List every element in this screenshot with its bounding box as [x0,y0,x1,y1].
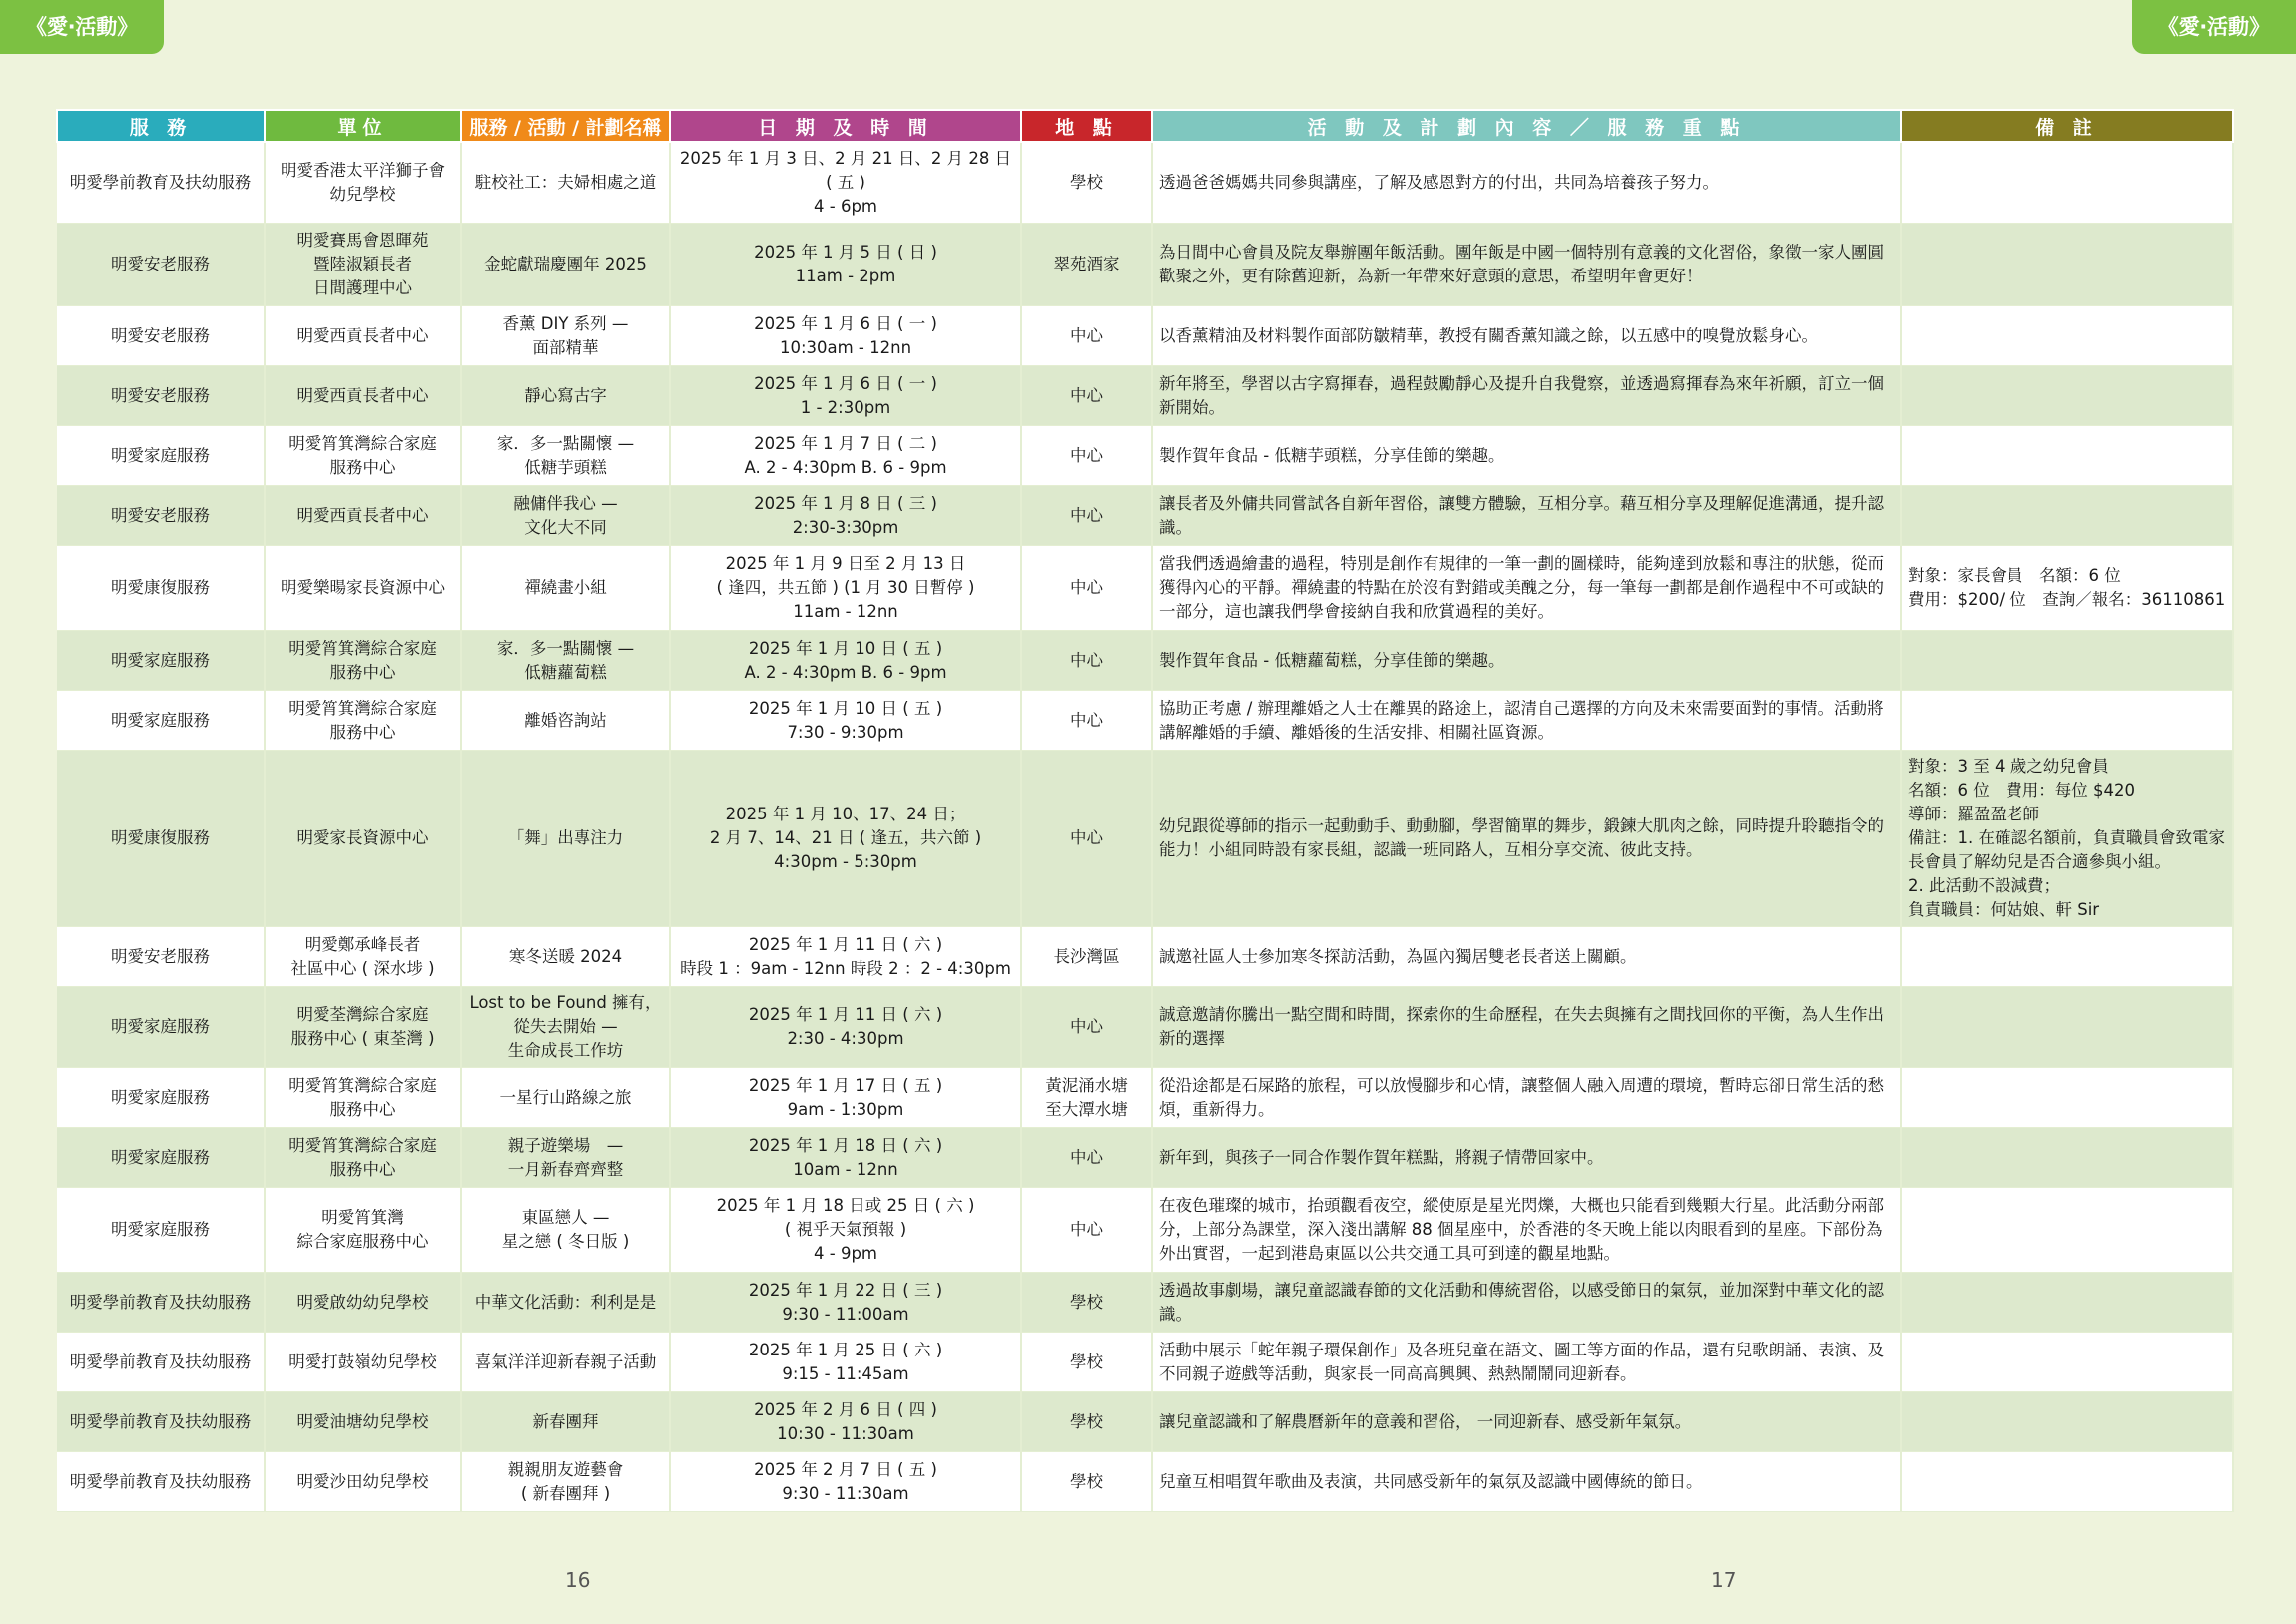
service-cell: 明愛安老服務 [57,224,265,306]
content-cell: 新年將至，學習以古字寫揮春，過程鼓勵靜心及提升自我覺察，並透過寫揮春為來年祈願，訂立一個新開始。 [1152,366,1901,426]
service-cell: 明愛學前教育及扶幼服務 [57,1392,265,1452]
datetime-cell: 2025 年 2 月 7 日 ( 五 ) 9:30 - 11:30am [670,1452,1021,1512]
unit-cell: 明愛西貢長者中心 [265,366,461,426]
content-cell: 讓兒童認識和了解農曆新年的意義和習俗， 一同迎新春、感受新年氣氛。 [1152,1392,1901,1452]
service-cell: 明愛學前教育及扶幼服務 [57,1452,265,1512]
content-cell: 活動中展示「蛇年親子環保創作」及各班兒童在語文、圖工等方面的作品，還有兒歌朗誦、表演、及不同親子遊戲等活動，與家長一同高高興興、熱熱鬧鬧同迎新春。 [1152,1333,1901,1392]
venue-cell: 中心 [1021,1188,1152,1273]
remarks-cell [1901,142,2233,224]
remarks-cell [1901,224,2233,306]
unit-cell: 明愛樂暘家長資源中心 [265,546,461,631]
remarks-cell [1901,426,2233,486]
page-number-right: 17 [1711,1568,1737,1592]
service-cell: 明愛學前教育及扶幼服務 [57,142,265,224]
service-cell: 明愛家庭服務 [57,631,265,691]
unit-cell: 明愛西貢長者中心 [265,486,461,546]
activity-cell: 寒冬送暖 2024 [461,927,670,987]
content-cell: 兒童互相唱賀年歌曲及表演，共同感受新年的氣氛及認識中國傳統的節日。 [1152,1452,1901,1512]
section-tab-right: 《愛‧活動》 [2132,0,2296,54]
venue-cell: 中心 [1021,306,1152,366]
datetime-cell: 2025 年 1 月 9 日至 2 月 13 日 ( 逢四，共五節 ) (1 月 30 日暫停 ) 11am - 12nn [670,546,1021,631]
venue-cell: 學校 [1021,1392,1152,1452]
remarks-cell: 對象：3 至 4 歲之幼兒會員 名額：6 位 費用：每位 $420 導師：羅盈盈老師 備註：1. 在確認名額前，負責職員會致電家長會員了解幼兒是否合適參與小組。 2. 此活動不設減費； 負責職員：何姑娘、軒 Sir [1901,751,2233,927]
unit-cell: 明愛荃灣綜合家庭 服務中心 ( 東荃灣 ) [265,987,461,1068]
col-header-unit: 單位 [265,110,461,142]
remarks-cell [1901,1273,2233,1333]
service-cell: 明愛家庭服務 [57,1128,265,1188]
datetime-cell: 2025 年 1 月 11 日 ( 六 ) 時段 1 ：9am - 12nn 時段 2 ：2 - 4:30pm [670,927,1021,987]
activity-cell: 親子遊樂場 — 一月新春齊齊整 [461,1128,670,1188]
unit-cell: 明愛筲箕灣綜合家庭 服務中心 [265,1128,461,1188]
service-cell: 明愛康復服務 [57,751,265,927]
activity-cell: 融傭伴我心 — 文化大不同 [461,486,670,546]
col-header-datetime: 日 期 及 時 間 [670,110,1021,142]
remarks-cell [1901,927,2233,987]
activity-cell: 中華文化活動：利利是是 [461,1273,670,1333]
table-row [57,691,2233,751]
table-row [57,1273,2233,1333]
table-row [57,631,2233,691]
datetime-cell: 2025 年 1 月 3 日、2 月 21 日、2 月 28 日 ( 五 ) 4 - 6pm [670,142,1021,224]
table-row [57,546,2233,631]
unit-cell: 明愛香港太平洋獅子會 幼兒學校 [265,142,461,224]
unit-cell: 明愛筲箕灣綜合家庭 服務中心 [265,691,461,751]
table-header-row [57,110,2233,142]
activity-cell: 駐校社工：夫婦相處之道 [461,142,670,224]
service-cell: 明愛安老服務 [57,927,265,987]
datetime-cell: 2025 年 1 月 22 日 ( 三 ) 9:30 - 11:00am [670,1273,1021,1333]
service-cell: 明愛家庭服務 [57,691,265,751]
table-row [57,142,2233,224]
content-cell: 誠意邀請你騰出一點空間和時間，探索你的生命歷程，在失去與擁有之間找回你的平衡，為人生作出新的選擇 [1152,987,1901,1068]
activity-cell: 禪繞畫小組 [461,546,670,631]
venue-cell: 黃泥涌水塘 至大潭水塘 [1021,1068,1152,1128]
service-cell: 明愛家庭服務 [57,987,265,1068]
service-cell: 明愛安老服務 [57,486,265,546]
remarks-cell [1901,1333,2233,1392]
col-header-remarks: 備 註 [1901,110,2233,142]
venue-cell: 學校 [1021,1452,1152,1512]
remarks-cell [1901,631,2233,691]
venue-cell: 中心 [1021,987,1152,1068]
unit-cell: 明愛沙田幼兒學校 [265,1452,461,1512]
activity-cell: Lost to be Found 擁有， 從失去開始 — 生命成長工作坊 [461,987,670,1068]
venue-cell: 中心 [1021,691,1152,751]
col-header-service: 服 務 [57,110,265,142]
activity-cell: 香薰 DIY 系列 — 面部精華 [461,306,670,366]
datetime-cell: 2025 年 1 月 18 日 ( 六 ) 10am - 12nn [670,1128,1021,1188]
activity-schedule-table [56,109,2234,1512]
activity-cell: 家．多一點關懷 — 低糖蘿蔔糕 [461,631,670,691]
unit-cell: 明愛筲箕灣綜合家庭 服務中心 [265,1068,461,1128]
datetime-cell: 2025 年 1 月 8 日 ( 三 ) 2:30-3:30pm [670,486,1021,546]
venue-cell: 中心 [1021,751,1152,927]
activity-cell: 靜心寫古字 [461,366,670,426]
table-row [57,366,2233,426]
table-row [57,1188,2233,1273]
remarks-cell [1901,1188,2233,1273]
venue-cell: 學校 [1021,142,1152,224]
page-number-left: 16 [565,1568,591,1592]
service-cell: 明愛學前教育及扶幼服務 [57,1273,265,1333]
col-header-venue: 地 點 [1021,110,1152,142]
remarks-cell [1901,1128,2233,1188]
section-tab-left: 《愛‧活動》 [0,0,164,54]
activity-cell: 金蛇獻瑞慶團年 2025 [461,224,670,306]
table-row [57,306,2233,366]
remarks-cell [1901,691,2233,751]
content-cell: 讓長者及外傭共同嘗試各自新年習俗，讓雙方體驗，互相分享。藉互相分享及理解促進溝通，提升認識。 [1152,486,1901,546]
datetime-cell: 2025 年 1 月 17 日 ( 五 ) 9am - 1:30pm [670,1068,1021,1128]
unit-cell: 明愛西貢長者中心 [265,306,461,366]
datetime-cell: 2025 年 1 月 5 日 ( 日 ) 11am - 2pm [670,224,1021,306]
service-cell: 明愛學前教育及扶幼服務 [57,1333,265,1392]
unit-cell: 明愛筲箕灣綜合家庭 服務中心 [265,631,461,691]
table-row [57,1333,2233,1392]
content-cell: 協助正考慮 / 辦理離婚之人士在離異的路途上，認清自己選擇的方向及未來需要面對的事情。活動將講解離婚的手續、離婚後的生活安排、相關社區資源。 [1152,691,1901,751]
content-cell: 誠邀社區人士參加寒冬探訪活動，為區內獨居雙老長者送上關顧。 [1152,927,1901,987]
activity-cell: 家．多一點關懷 — 低糖芋頭糕 [461,426,670,486]
venue-cell: 中心 [1021,1128,1152,1188]
datetime-cell: 2025 年 1 月 7 日 ( 二 ) A. 2 - 4:30pm B. 6 - 9pm [670,426,1021,486]
content-cell: 幼兒跟從導師的指示一起動動手、動動腳，學習簡單的舞步，鍛鍊大肌肉之餘，同時提升聆聽指令的能力！小組同時設有家長組，認識一班同路人，互相分享交流、彼此支持。 [1152,751,1901,927]
datetime-cell: 2025 年 2 月 6 日 ( 四 ) 10:30 - 11:30am [670,1392,1021,1452]
table-row [57,1392,2233,1452]
content-cell: 製作賀年食品 - 低糖芋頭糕，分享佳節的樂趣。 [1152,426,1901,486]
remarks-cell [1901,1392,2233,1452]
datetime-cell: 2025 年 1 月 18 日或 25 日 ( 六 ) ( 視乎天氣預報 ) 4 - 9pm [670,1188,1021,1273]
table-row [57,224,2233,306]
table-row [57,1128,2233,1188]
unit-cell: 明愛筲箕灣 綜合家庭服務中心 [265,1188,461,1273]
datetime-cell: 2025 年 1 月 25 日 ( 六 ) 9:15 - 11:45am [670,1333,1021,1392]
table-row [57,426,2233,486]
venue-cell: 長沙灣區 [1021,927,1152,987]
unit-cell: 明愛家長資源中心 [265,751,461,927]
content-cell: 新年到，與孩子一同合作製作賀年糕點，將親子情帶回家中。 [1152,1128,1901,1188]
venue-cell: 學校 [1021,1333,1152,1392]
datetime-cell: 2025 年 1 月 10 日 ( 五 ) A. 2 - 4:30pm B. 6 - 9pm [670,631,1021,691]
content-cell: 當我們透過繪畫的過程，特別是創作有規律的一筆一劃的圖樣時，能夠達到放鬆和專注的狀態，從而獲得內心的平靜。禪繞畫的特點在於沒有對錯或美醜之分，每一筆每一劃都是創作過程中不可或缺的一部分，這也讓我們學會接納自我和欣賞過程的美好。 [1152,546,1901,631]
service-cell: 明愛安老服務 [57,306,265,366]
unit-cell: 明愛筲箕灣綜合家庭 服務中心 [265,426,461,486]
activity-cell: 「舞」出專注力 [461,751,670,927]
table-row [57,1452,2233,1512]
activity-cell: 東區戀人 — 星之戀 ( 冬日版 ) [461,1188,670,1273]
service-cell: 明愛家庭服務 [57,1188,265,1273]
activity-cell: 喜氣洋洋迎新春親子活動 [461,1333,670,1392]
activity-cell: 一星行山路線之旅 [461,1068,670,1128]
remarks-cell [1901,1452,2233,1512]
remarks-cell [1901,987,2233,1068]
datetime-cell: 2025 年 1 月 10 日 ( 五 ) 7:30 - 9:30pm [670,691,1021,751]
content-cell: 製作賀年食品 - 低糖蘿蔔糕，分享佳節的樂趣。 [1152,631,1901,691]
activity-cell: 親親朋友遊藝會 ( 新春團拜 ) [461,1452,670,1512]
datetime-cell: 2025 年 1 月 6 日 ( 一 ) 1 - 2:30pm [670,366,1021,426]
unit-cell: 明愛啟幼幼兒學校 [265,1273,461,1333]
venue-cell: 中心 [1021,631,1152,691]
activity-cell: 新春團拜 [461,1392,670,1452]
col-header-content: 活 動 及 計 劃 內 容 ／ 服 務 重 點 [1152,110,1901,142]
venue-cell: 學校 [1021,1273,1152,1333]
activity-cell: 離婚咨詢站 [461,691,670,751]
venue-cell: 中心 [1021,546,1152,631]
content-cell: 透過故事劇場，讓兒童認識春節的文化活動和傳統習俗，以感受節日的氣氛，並加深對中華文化的認識。 [1152,1273,1901,1333]
venue-cell: 中心 [1021,426,1152,486]
remarks-cell [1901,486,2233,546]
unit-cell: 明愛打鼓嶺幼兒學校 [265,1333,461,1392]
col-header-activity: 服務 / 活動 / 計劃名稱 [461,110,670,142]
table-row [57,1068,2233,1128]
datetime-cell: 2025 年 1 月 10、17、24 日； 2 月 7、14、21 日 ( 逢五，共六節 ) 4:30pm - 5:30pm [670,751,1021,927]
content-cell: 以香薰精油及材料製作面部防皺精華，教授有關香薰知識之餘，以五感中的嗅覺放鬆身心。 [1152,306,1901,366]
remarks-cell: 對象：家長會員 名額：6 位 費用：$200/ 位 查詢／報名：36110861 [1901,546,2233,631]
venue-cell: 中心 [1021,366,1152,426]
unit-cell: 明愛賽馬會恩暉苑 暨陸淑穎長者 日間護理中心 [265,224,461,306]
service-cell: 明愛安老服務 [57,366,265,426]
content-cell: 在夜色璀璨的城市，抬頭觀看夜空，縱使原是星光閃爍，大概也只能看到幾顆大行星。此活動分兩部分，上部分為課堂，深入淺出講解 88 個星座中，於香港的冬天晚上能以肉眼看到的星座。下部份為外出實習，一起到港島東區以公共交通工具可到達的觀星地點。 [1152,1188,1901,1273]
table-row [57,751,2233,927]
datetime-cell: 2025 年 1 月 11 日 ( 六 ) 2:30 - 4:30pm [670,987,1021,1068]
table-row [57,927,2233,987]
datetime-cell: 2025 年 1 月 6 日 ( 一 ) 10:30am - 12nn [670,306,1021,366]
unit-cell: 明愛鄭承峰長者 社區中心 ( 深水埗 ) [265,927,461,987]
content-cell: 從沿途都是石屎路的旅程，可以放慢腳步和心情，讓整個人融入周遭的環境，暫時忘卻日常生活的愁煩，重新得力。 [1152,1068,1901,1128]
service-cell: 明愛康復服務 [57,546,265,631]
service-cell: 明愛家庭服務 [57,426,265,486]
remarks-cell [1901,1068,2233,1128]
service-cell: 明愛家庭服務 [57,1068,265,1128]
content-cell: 為日間中心會員及院友舉辦團年飯活動。團年飯是中國一個特別有意義的文化習俗，象徵一家人團圓歡聚之外，更有除舊迎新，為新一年帶來好意頭的意思，希望明年會更好！ [1152,224,1901,306]
remarks-cell [1901,306,2233,366]
venue-cell: 中心 [1021,486,1152,546]
venue-cell: 翠苑酒家 [1021,224,1152,306]
remarks-cell [1901,366,2233,426]
table-row [57,486,2233,546]
table-row [57,987,2233,1068]
content-cell: 透過爸爸媽媽共同參與講座，了解及感恩對方的付出，共同為培養孩子努力。 [1152,142,1901,224]
unit-cell: 明愛油塘幼兒學校 [265,1392,461,1452]
